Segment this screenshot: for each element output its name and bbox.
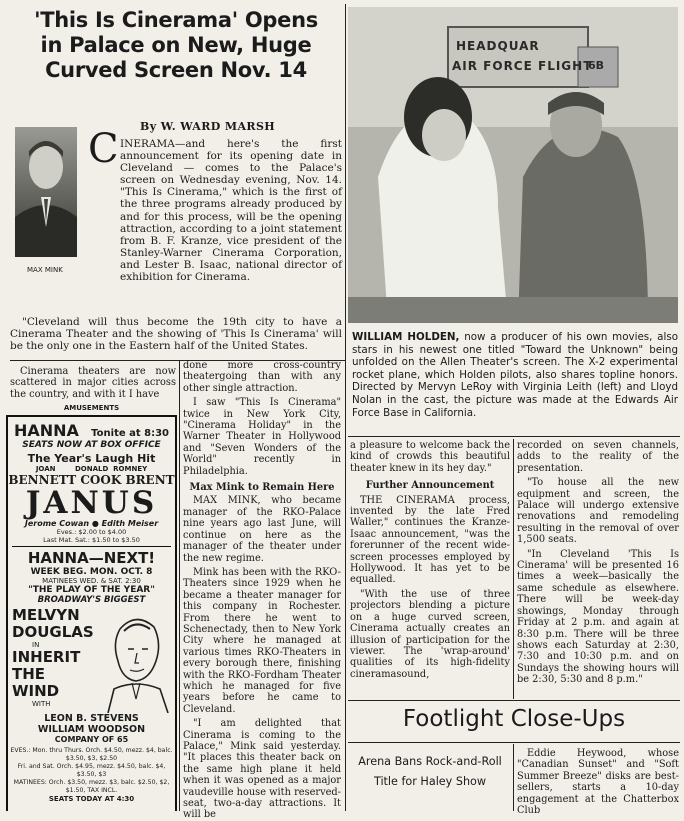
photo-caption [352, 331, 678, 419]
col3 [350, 440, 510, 680]
ad-with: WITH [32, 700, 51, 708]
paragraph-2: "Cleveland will thus become the 19th city to have a Cinerama Theater and the showing of 'This Is Cinerama' will be the only one in the Eastern half of the United States. [10, 316, 342, 353]
footlight-col-rule [513, 744, 514, 811]
column-rule-3 [513, 439, 514, 699]
col1-text: Cinerama theaters are now scattered in major cities across the country, and with it I have [10, 366, 176, 400]
footlight-top-rule [348, 700, 680, 701]
headline-line-1: 'This Is Cinerama' Opens [34, 8, 318, 32]
photo-sign-line-1: HEADQUAR [456, 39, 540, 53]
col4-p3: "In Cleveland 'This Is Cinerama' will be presented 16 times a week—basically the same schedule as elsewhere. There will be week-day showings, Monday through Friday at 2 p.m. and again at 8:30 p.m. There will be three shows each Saturday at 2:30, 7:30 and 10:30 p.m. and on Sundays the showing hours will be 2:30, 5:30 and 8 p.m." [517, 548, 679, 686]
ad-fine-4: SEATS TODAY AT 4:30 [48, 795, 135, 803]
portrait-caption: MAX MINK [27, 266, 63, 274]
ad-fine-3: MATINEES: Orch. $3.50, mezz. $3, balc. $2.50, $2, $1.50, TAX INCL. [13, 779, 170, 794]
col2-p3: MAX MINK, who became manager of the RKO-Palace nine years ago last June, will continue on here as the manager of the theater under the new regime. [183, 495, 341, 564]
lead-paragraph [120, 138, 342, 283]
photo-caption-text: now a producer of his own movies, also stars in his newest one titled "Toward the Unknown" being unfolded on the Allen Theater's screen. The X-2 experimental rocket plane, which Holden pilots, also shares topline honors. Directed by Mervyn LeRoy with Virginia Leith (left) and Lloyd Nolan in the cast, the picture was made at the Edwards Air Force Base in California. [352, 331, 678, 419]
col4-p1: recorded on seven channels, adds to the reality of the presentation. [517, 440, 679, 474]
ad-show-1: INHERIT [12, 648, 81, 666]
ad-supporting: Jerome Cowan ● Edith Meiser [24, 519, 159, 528]
ad-star-1: MELVYN [12, 606, 80, 624]
col3-p3: "With the use of three projectors blending a picture on a huge curved screen, Cinerama actually creates an illusion of participation for the viewer. The 'wrap-around' qualities of its high-fidelity cineramasound, [350, 588, 510, 680]
photo-sign-number: 6B [588, 59, 605, 72]
footlight-right-text: Eddie Heywood, whose "Canadian Sunset" and "Soft Summer Breeze" disks are best-sellers, starts a 10-day engagement at the Chatterbox Club [517, 748, 679, 817]
headline [8, 8, 344, 83]
ad-box-office: SEATS NOW AT BOX OFFICE [22, 440, 161, 450]
headline-line-2: in Palace on New, Huge [40, 33, 312, 57]
column-rule-main [345, 4, 346, 811]
ad-company: COMPANY OF 65 [54, 735, 129, 744]
max-mink-portrait-image [15, 127, 77, 257]
ad-play-of-year: "THE PLAY OF THE YEAR" [28, 585, 155, 595]
ad-show-2: THE WIND [12, 665, 60, 700]
ad-costar-1: LEON B. STEVENS [44, 713, 139, 724]
col2-subhead: Max Mink to Remain Here [189, 482, 335, 494]
footlight-subhead [350, 752, 510, 792]
ad-cast-names: BENNETT COOK BRENT [8, 473, 175, 487]
byline: By W. WARD MARSH [140, 120, 276, 133]
ad-divider [12, 546, 171, 547]
ad-costar-2: WILLIAM WOODSON [37, 724, 146, 735]
footlight-bottom-rule [348, 742, 680, 743]
amusements-label: AMUSEMENTS [63, 404, 120, 412]
ad-in: IN [32, 641, 40, 649]
photo-caption-name: WILLIAM HOLDEN, [352, 331, 460, 343]
col3-subhead: Further Announcement [365, 480, 495, 492]
holden-photo-image [348, 7, 678, 323]
col3-p1: a pleasure to welcome back the kind of crowds this beautiful theater knew in its hey day." [350, 440, 510, 474]
col2-p2: I saw "This Is Cinerama" twice in New York City, "Cinerama Holiday" in the Warner Theater in Hollywood and "Seven Wonders of the World" recently in Philadelphia. [183, 397, 341, 477]
ad-theater-name: HANNA [14, 421, 79, 440]
photo-sign-line-2: AIR FORCE FLIGHT [452, 59, 593, 73]
col4-p2: "To house all the new equipment and screen, the Palace will undergo extensive renovations and remodeling resulting in the removal of over 1,500 seats. [517, 477, 679, 546]
headline-line-3: Curved Screen Nov. 14 [45, 58, 307, 82]
photo-bottom-rule [348, 436, 680, 437]
ad-tonite: Tonite at 8:30 [91, 428, 169, 439]
footlight-subhead-2: Title for Haley Show [373, 775, 487, 788]
ad-star-sketch-image [100, 609, 172, 713]
col2-p4: Mink has been with the RKO-Theaters since 1929 when he became a theater manager for this company in Rochester. From there he went to Schenectady, then to New York City where he managed at various times RKO-Theaters in every borough there, finishing with the RKO-Fordham Theater which he managed for five years before he came to Cleveland. [183, 566, 341, 715]
ad-prices-2: Last Mat. Sat.: $1.50 to $3.50 [43, 536, 140, 544]
ad-tagline: The Year's Laugh Hit [27, 452, 156, 465]
footlight-subhead-1: Arena Bans Rock-and-Roll [358, 755, 502, 768]
column-rule-1 [179, 360, 180, 811]
col3-p2: THE CINERAMA process, invented by the late Fred Waller," continues the Kranze-Isaac announcement, "was the forerunner of the recent wide-screen processes employed by Hollywood. It has yet to be equalled. [350, 494, 510, 586]
col2-p1: done more cross-country theatergoing than with any other single attraction. [183, 360, 341, 394]
ad-week: WEEK BEG. MON. OCT. 8 [30, 567, 153, 577]
col4 [517, 440, 679, 686]
lead-dropcap: C [88, 126, 119, 172]
amusements-ad [6, 415, 177, 811]
footlight-title: Footlight Close-Ups [402, 706, 626, 732]
ad-next: HANNA—NEXT! [27, 549, 156, 567]
ad-fine-2: Fri. and Sat. Orch. $4.95, mezz. $4.50, balc. $4, $3.50, $3 [17, 763, 166, 778]
ad-matinees: MATINEES WED. & SAT. 2:30 [42, 577, 141, 585]
ad-broadway: BROADWAY'S BIGGEST [37, 595, 146, 605]
ad-prices-1: Eves.: $2.00 to $4.00 [56, 528, 127, 536]
ad-fine-1: EVES.: Mon. thru Thurs. Orch. $4.50, mezz. $4, balc. $3.50, $3, $2.50 [10, 747, 173, 762]
ad-cast-top: JOAN DONALD ROMNEY [35, 465, 148, 473]
col2-p5: "I am delighted that Cinerama is coming to the Palace," Mink said yesterday. "It places this theater back on the same high plane it held when it was opened as a major vaudeville house with reserved-seat, two-a-day attractions. It will be [183, 718, 341, 821]
lead-text: INERAMA—and here's the first announcement for its opening date in Cleveland — comes to the Palace's screen on Wednesday evening, Nov. 14. "This Is Cinerama," which is the first of the three programs already produced by and for this process, will be the opening attraction, according to a joint statement from B. F. Kranze, vice president of the Stanley-Warner Cinerama Corporation, and Lester B. Isaac, national director of exhibition for Cinerama. [120, 138, 342, 284]
ad-title: JANUS [25, 485, 158, 521]
ad-star-2: DOUGLAS [12, 623, 94, 641]
col2 [183, 360, 341, 821]
